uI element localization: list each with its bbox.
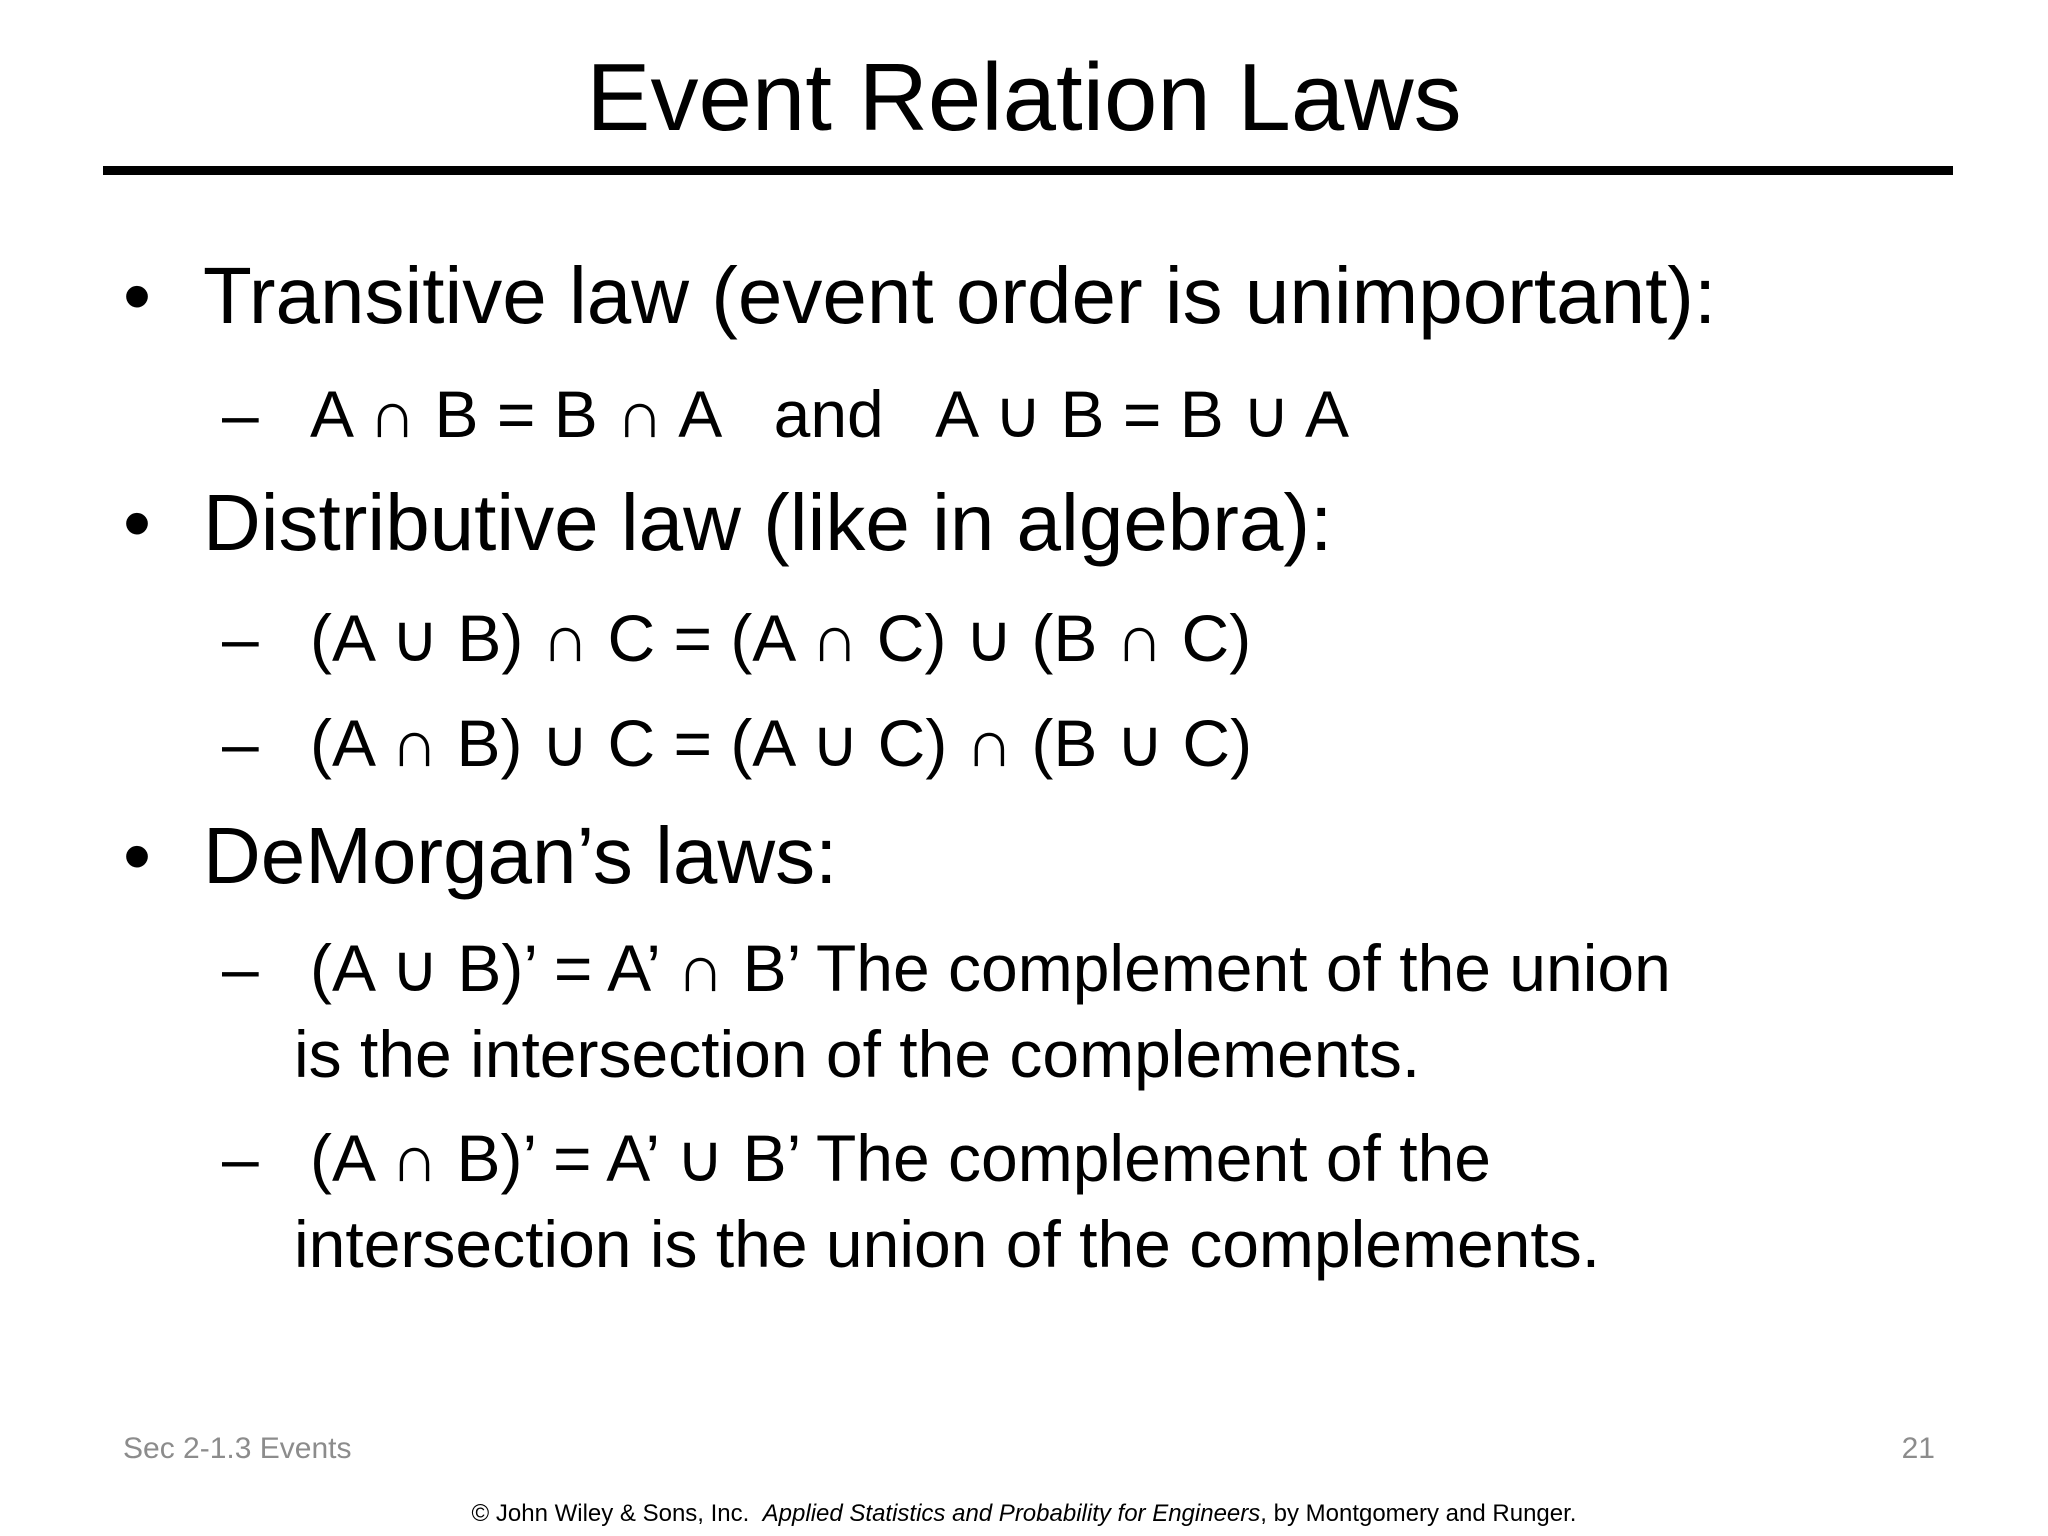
dash-icon: – <box>222 706 259 780</box>
bullet-icon: • <box>123 251 152 340</box>
slide-title: Event Relation Laws <box>586 44 1462 151</box>
footer-section-label: Sec 2-1.3 Events <box>123 1432 352 1465</box>
copyright-suffix: , by Montgomery and Runger. <box>1260 1500 1577 1527</box>
sub-bullet-text-line-1: (A ∩ B)’ = A’ ∪ B’ The complement of the <box>310 1121 1491 1195</box>
sub-bullet-text: (A ∩ B) ∪ C = (A ∪ C) ∩ (B ∪ C) <box>310 706 1253 780</box>
sub-bullet-text-line-2: is the intersection of the complements. <box>294 1017 1421 1091</box>
bullet-text: Distributive law (like in algebra): <box>203 478 1333 567</box>
footer-copyright <box>0 1500 2048 1528</box>
dash-icon: – <box>222 377 259 451</box>
book-title: Applied Statistics and Probability for Engineers <box>762 1500 1261 1527</box>
bullet-icon: • <box>123 478 152 567</box>
bullet-icon: • <box>123 811 152 900</box>
dash-icon: – <box>222 601 259 675</box>
sub-bullet-text-line-1: (A ∪ B)’ = A’ ∩ B’ The complement of the union <box>310 931 1671 1005</box>
sub-bullet-text: A ∩ B = B ∩ A and A ∪ B = B ∪ A <box>310 377 1350 451</box>
bullet-text: DeMorgan’s laws: <box>203 811 838 900</box>
dash-icon: – <box>222 1121 259 1195</box>
sub-bullet-text-line-2: intersection is the union of the complements. <box>294 1207 1601 1281</box>
bullet-text: Transitive law (event order is unimportant): <box>203 251 1717 340</box>
title-underline <box>103 166 1953 175</box>
copyright-prefix: © John Wiley & Sons, Inc. <box>471 1500 763 1527</box>
sub-bullet-text: (A ∪ B) ∩ C = (A ∩ C) ∪ (B ∩ C) <box>310 601 1252 675</box>
dash-icon: – <box>222 931 259 1005</box>
footer-page-number: 21 <box>1901 1432 1935 1465</box>
